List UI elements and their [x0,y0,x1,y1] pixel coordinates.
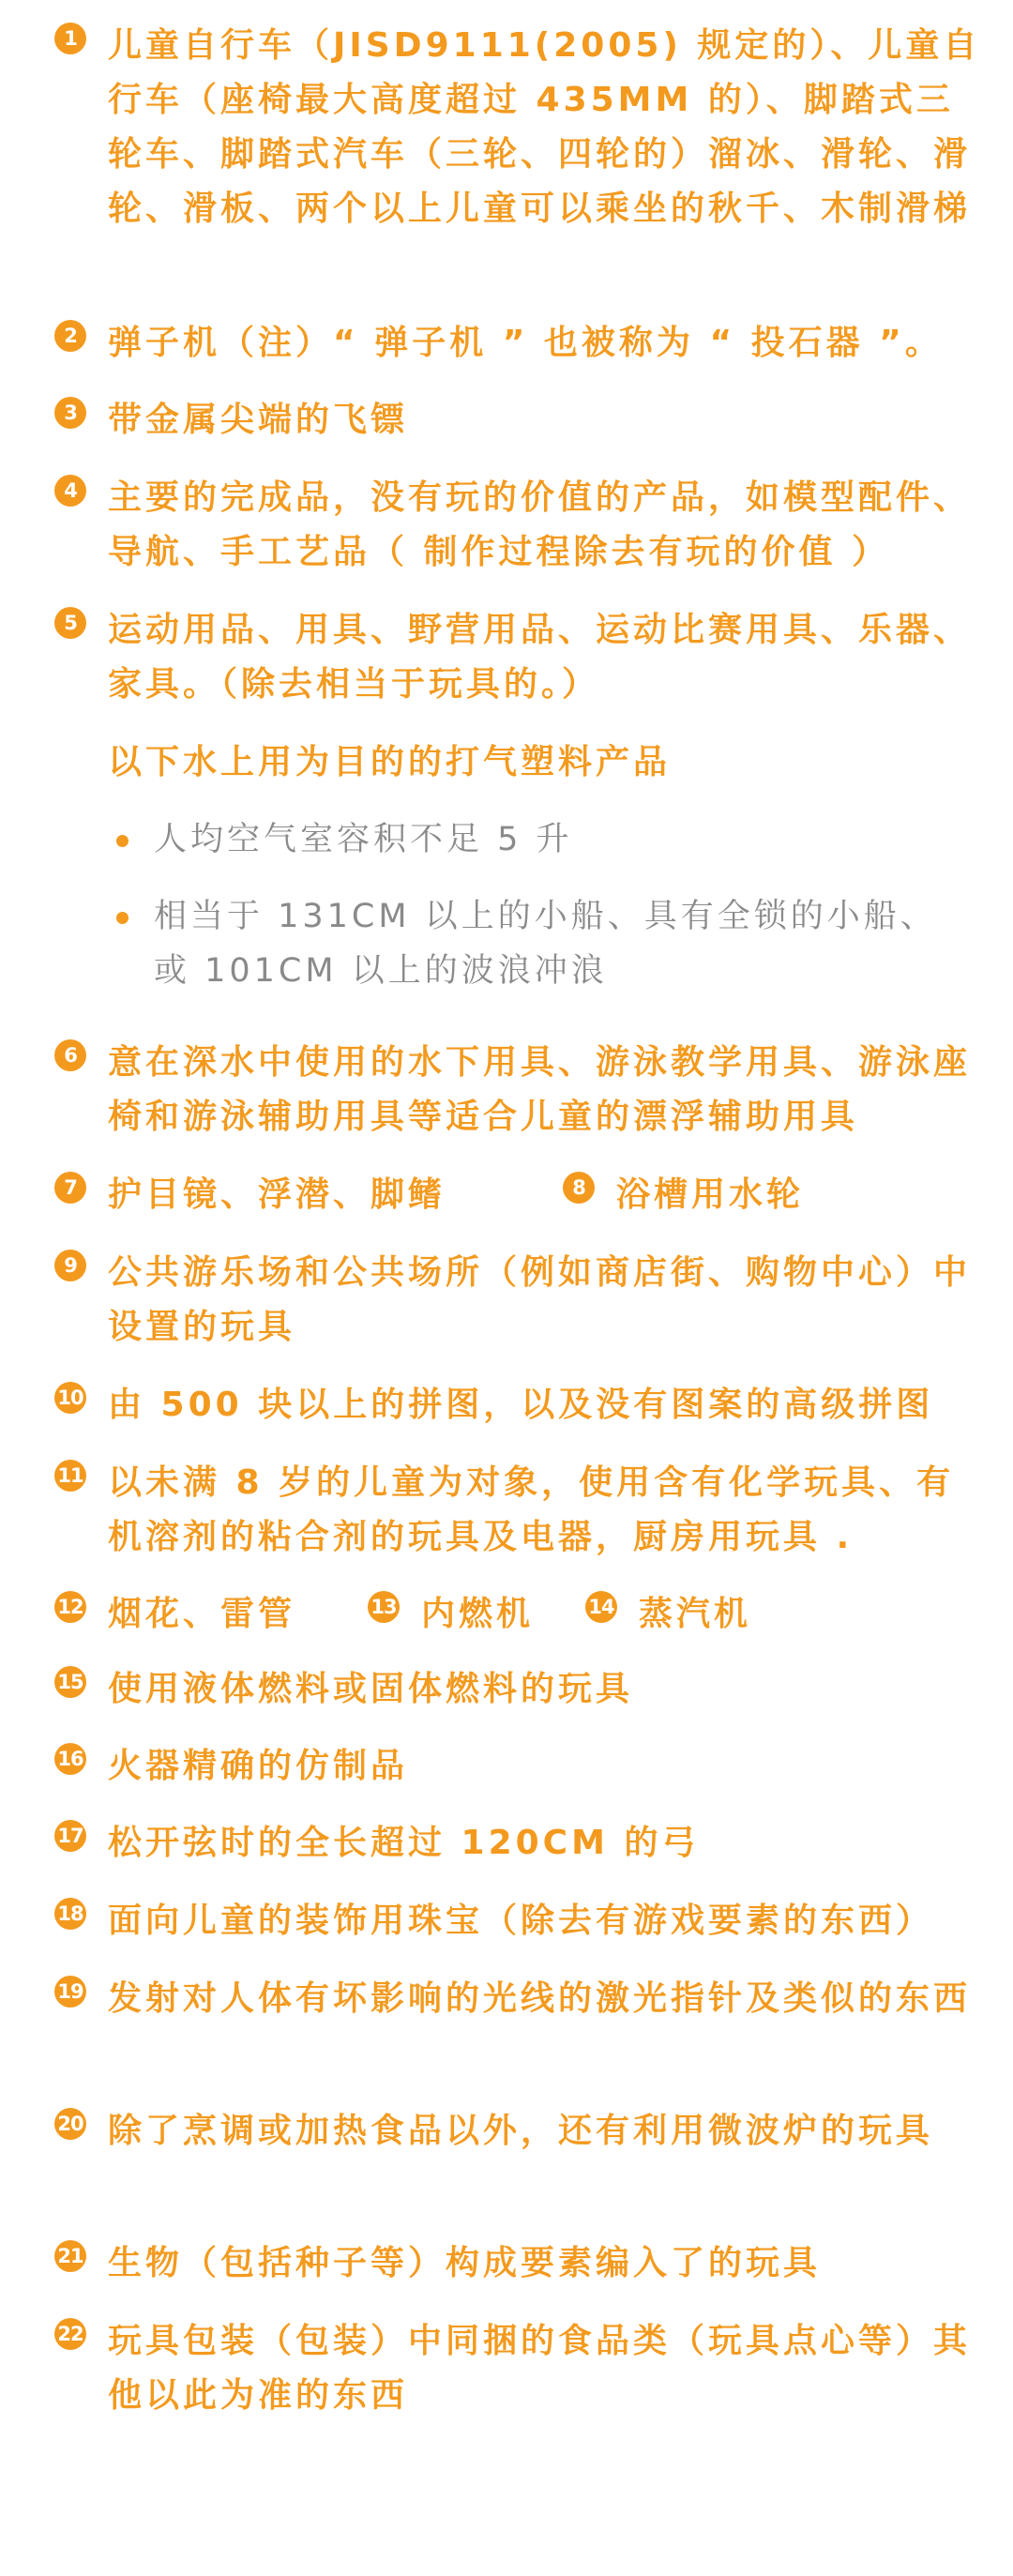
bullet-dot [116,912,129,924]
bullet-dot [116,835,129,847]
item-text-2: 弹子机（注）“ 弹子机 ” 也被称为 “ 投石器 ”。 [108,324,943,362]
number-badge-13: 13 [368,1591,400,1623]
item-text-11: 以未满 8 岁的儿童为对象，使用含有化学玩具、有机溶剂的粘合剂的玩具及电器，厨房用玩具 . [108,1463,955,1556]
bullet-text-2: 相当于 131CM 以上的小船、具有全锁的小船、或 101CM 以上的波浪冲浪 [154,898,937,990]
item-text-14: 蒸汽机 [639,1595,752,1633]
number-badge-12: 12 [54,1591,86,1623]
number-badge-16: 16 [54,1743,86,1775]
number-badge-1: 1 [54,23,86,54]
item-text-5: 运动用品、用具、野营用品、运动比赛用具、乐器、家具。（除去相当于玩具的。） [108,611,972,704]
number-badge-9: 9 [54,1250,86,1281]
item-text-21: 生物（包括种子等）构成要素编入了的玩具 [108,2244,822,2282]
item-text-20: 除了烹调或加热食品以外，还有利用微波炉的玩具 [108,2112,934,2150]
number-badge-4: 4 [54,475,86,507]
item-text-16: 火器精确的仿制品 [108,1747,409,1785]
number-badge-14: 14 [585,1591,617,1623]
item-text-8: 浴槽用水轮 [616,1175,805,1214]
number-badge-6: 6 [54,1039,86,1071]
number-badge-3: 3 [54,397,86,429]
item-text-19: 发射对人体有坏影响的光线的激光指针及类似的东西 [108,1979,972,2018]
number-badge-5: 5 [54,607,86,639]
number-badge-19: 19 [54,1976,86,2008]
item-text-1: 儿童自行车（JISD9111(2005) 规定的）、儿童自行车（座椅最大高度超过 435MM 的）、脚踏式三轮车、脚踏式汽车（三轮、四轮的）溜冰、滑轮、滑轮、滑板、两个以上儿童可以乘坐的秋千、木制滑梯 [108,26,981,228]
item-text-12: 烟花、雷管 [108,1595,296,1633]
item-text-3: 带金属尖端的飞镖 [108,401,409,439]
bullet-text-1: 人均空气室容积不足 5 升 [154,821,573,858]
item-text-9: 公共游乐场和公共场所（例如商店街、购物中心）中设置的玩具 [108,1253,972,1346]
item-text-6: 意在深水中使用的水下用具、游泳教学用具、游泳座椅和游泳辅助用具等适合儿童的漂浮辅助用具 [108,1043,972,1136]
item-text-15: 使用液体燃料或固体燃料的玩具 [108,1670,634,1708]
item-text-22: 玩具包装（包装）中同捆的食品类（玩具点心等）其他以此为准的东西 [108,2322,972,2415]
number-badge-7: 7 [54,1172,86,1204]
number-badge-11: 11 [54,1460,86,1492]
number-badge-22: 22 [54,2318,86,2350]
item-text-18: 面向儿童的装饰用珠宝（除去有游戏要素的东西） [108,1902,934,1940]
number-badge-15: 15 [54,1666,86,1698]
number-badge-20: 20 [54,2108,86,2140]
item-text-7: 护目镜、浮潜、脚鳍 [108,1175,446,1214]
list-item-1 [54,19,983,291]
number-badge-10: 10 [54,1382,86,1414]
item-text-17: 松开弦时的全长超过 120CM 的弓 [108,1824,700,1862]
number-badge-18: 18 [54,1898,86,1930]
sub-section-heading: 以下水上用为目的的打气塑料产品 [108,743,672,781]
number-badge-21: 21 [54,2240,86,2272]
item-text-4: 主要的完成品，没有玩的价值的产品，如模型配件、导航、手工艺品（ 制作过程除去有玩的价值 ） [108,478,972,571]
number-badge-2: 2 [54,320,86,352]
number-badge-17: 17 [54,1820,86,1852]
number-badge-8: 8 [563,1172,595,1204]
item-text-13: 内燃机 [421,1595,535,1633]
item-text-10: 由 500 块以上的拼图，以及没有图案的高级拼图 [108,1386,934,1424]
